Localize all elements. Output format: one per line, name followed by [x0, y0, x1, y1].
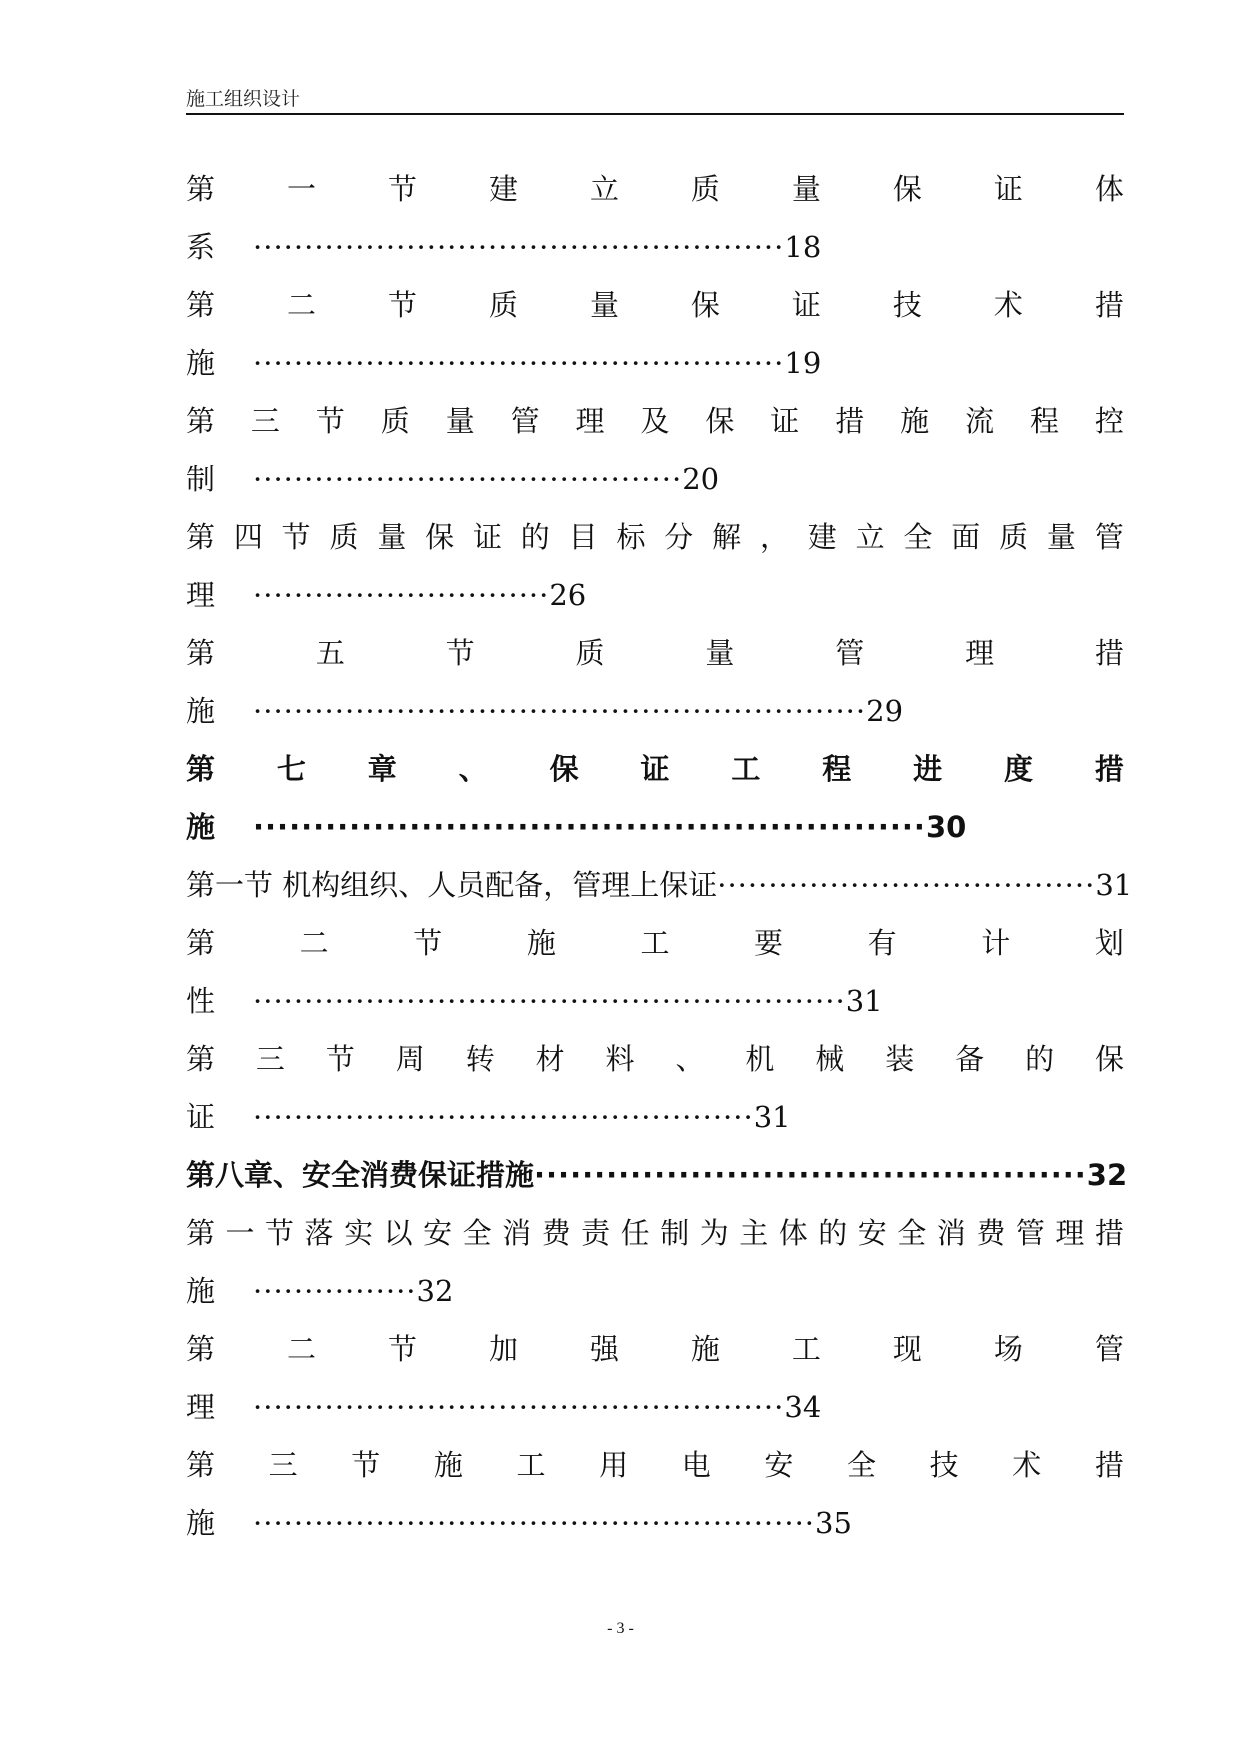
toc-leader-dots: ···················································· [253, 1390, 785, 1424]
toc-leader-dots: ···························································· [253, 694, 867, 728]
toc-leader-dots: ····································· [717, 868, 1096, 902]
toc-leader-dots: ················································· [253, 1100, 754, 1134]
toc-entry-title-continued: 施 [186, 346, 216, 380]
toc-page-number: 31 [753, 1100, 791, 1134]
toc-leader-dots: ·············································· [534, 1158, 1087, 1192]
toc-entry-title: 第 四 节 质 量 保 证 的 目 标 分 解 ， 建 立 全 面 质 量 管 [186, 520, 1124, 554]
toc-entry[interactable] [186, 740, 1124, 856]
toc-entry-title: 第 三 节 质 量 管 理 及 保 证 措 施 流 程 控 [186, 404, 1124, 438]
toc-leader-dots: ···················································· [253, 230, 785, 264]
toc-page-number: 35 [815, 1506, 852, 1540]
toc-entry-title-continued: 施 [186, 1506, 216, 1540]
toc-entry-title-continued: 理 [186, 1390, 216, 1424]
toc-entry[interactable] [186, 160, 1124, 276]
toc-page-number: 20 [682, 462, 720, 496]
toc-entry-title: 第 三 节 周 转 材 料 、 机 械 装 备 的 保 [186, 1042, 1124, 1076]
toc-entry-title: 第 二 节 质 量 保 证 技 术 措 [186, 288, 1124, 322]
toc-entry[interactable] [186, 914, 1124, 1030]
toc-entry[interactable] [186, 392, 1124, 508]
toc-entry[interactable] [186, 1436, 1124, 1552]
toc-page-number: 32 [1086, 1158, 1128, 1192]
toc-entry[interactable] [186, 624, 1124, 740]
toc-entry-title: 第八章、安全消费保证措施 [186, 1158, 535, 1192]
toc-entry-title: 第 二 节 加 强 施 工 现 场 管 [186, 1332, 1124, 1366]
toc-page-number: 31 [845, 984, 883, 1018]
toc-leader-dots: ······················································· [253, 1506, 816, 1540]
toc-entry[interactable] [186, 508, 1124, 624]
toc-entry-title-continued: 性 [186, 984, 216, 1018]
page-number: - 3 - [607, 1620, 634, 1637]
toc-entry[interactable] [186, 1204, 1124, 1320]
toc-entry-title-continued: 施 [186, 810, 216, 844]
toc-page-number: 30 [925, 810, 967, 844]
toc-entry-title: 第 三 节 施 工 用 电 安 全 技 术 措 [186, 1448, 1124, 1482]
toc-leader-dots: ·························································· [253, 984, 846, 1018]
toc-entry-title: 第一节 机构组织、人员配备，管理上保证 [186, 868, 718, 902]
toc-entry-title: 第 七 章 、 保 证 工 程 进 度 措 [186, 752, 1124, 786]
toc-entry-title-continued: 制 [186, 462, 216, 496]
toc-entry[interactable] [186, 856, 1133, 914]
toc-entry-title-continued: 施 [186, 694, 216, 728]
toc-page-number: 31 [1095, 868, 1133, 902]
toc-entry-title-continued: 证 [186, 1100, 216, 1134]
toc-page-number: 18 [784, 230, 822, 264]
toc-page-number: 29 [866, 694, 904, 728]
toc-page-number: 19 [784, 346, 822, 380]
toc-page-number: 34 [784, 1390, 822, 1424]
toc-leader-dots: ···················································· [253, 346, 785, 380]
header-rule [186, 113, 1124, 115]
toc-entry[interactable] [186, 1030, 1124, 1146]
toc-entry-title-continued: 施 [186, 1274, 216, 1308]
toc-entry-title-continued: 理 [186, 578, 216, 612]
toc-entry[interactable] [186, 1146, 1128, 1204]
toc-entry[interactable] [186, 276, 1124, 392]
toc-entry[interactable] [186, 1320, 1124, 1436]
toc-page-number: 26 [549, 578, 587, 612]
toc-entry-title: 第 二 节 施 工 要 有 计 划 [186, 926, 1124, 960]
toc-entry-title: 第 一 节 落 实 以 安 全 消 费 责 任 制 为 主 体 的 安 全 消 费 管 理 措 [186, 1216, 1124, 1250]
toc-entry-title: 第 五 节 质 量 管 理 措 [186, 636, 1124, 670]
table-of-contents [186, 160, 1133, 1552]
toc-leader-dots: ·········································· [253, 462, 683, 496]
toc-leader-dots: ························································ [253, 810, 926, 844]
toc-entry-title: 第 一 节 建 立 质 量 保 证 体 [186, 172, 1124, 206]
toc-entry-title-continued: 系 [186, 230, 216, 264]
page-header-title: 施工组织设计 [186, 88, 301, 110]
toc-leader-dots: ················ [253, 1274, 417, 1308]
toc-page-number: 32 [416, 1274, 454, 1308]
toc-leader-dots: ····························· [253, 578, 550, 612]
